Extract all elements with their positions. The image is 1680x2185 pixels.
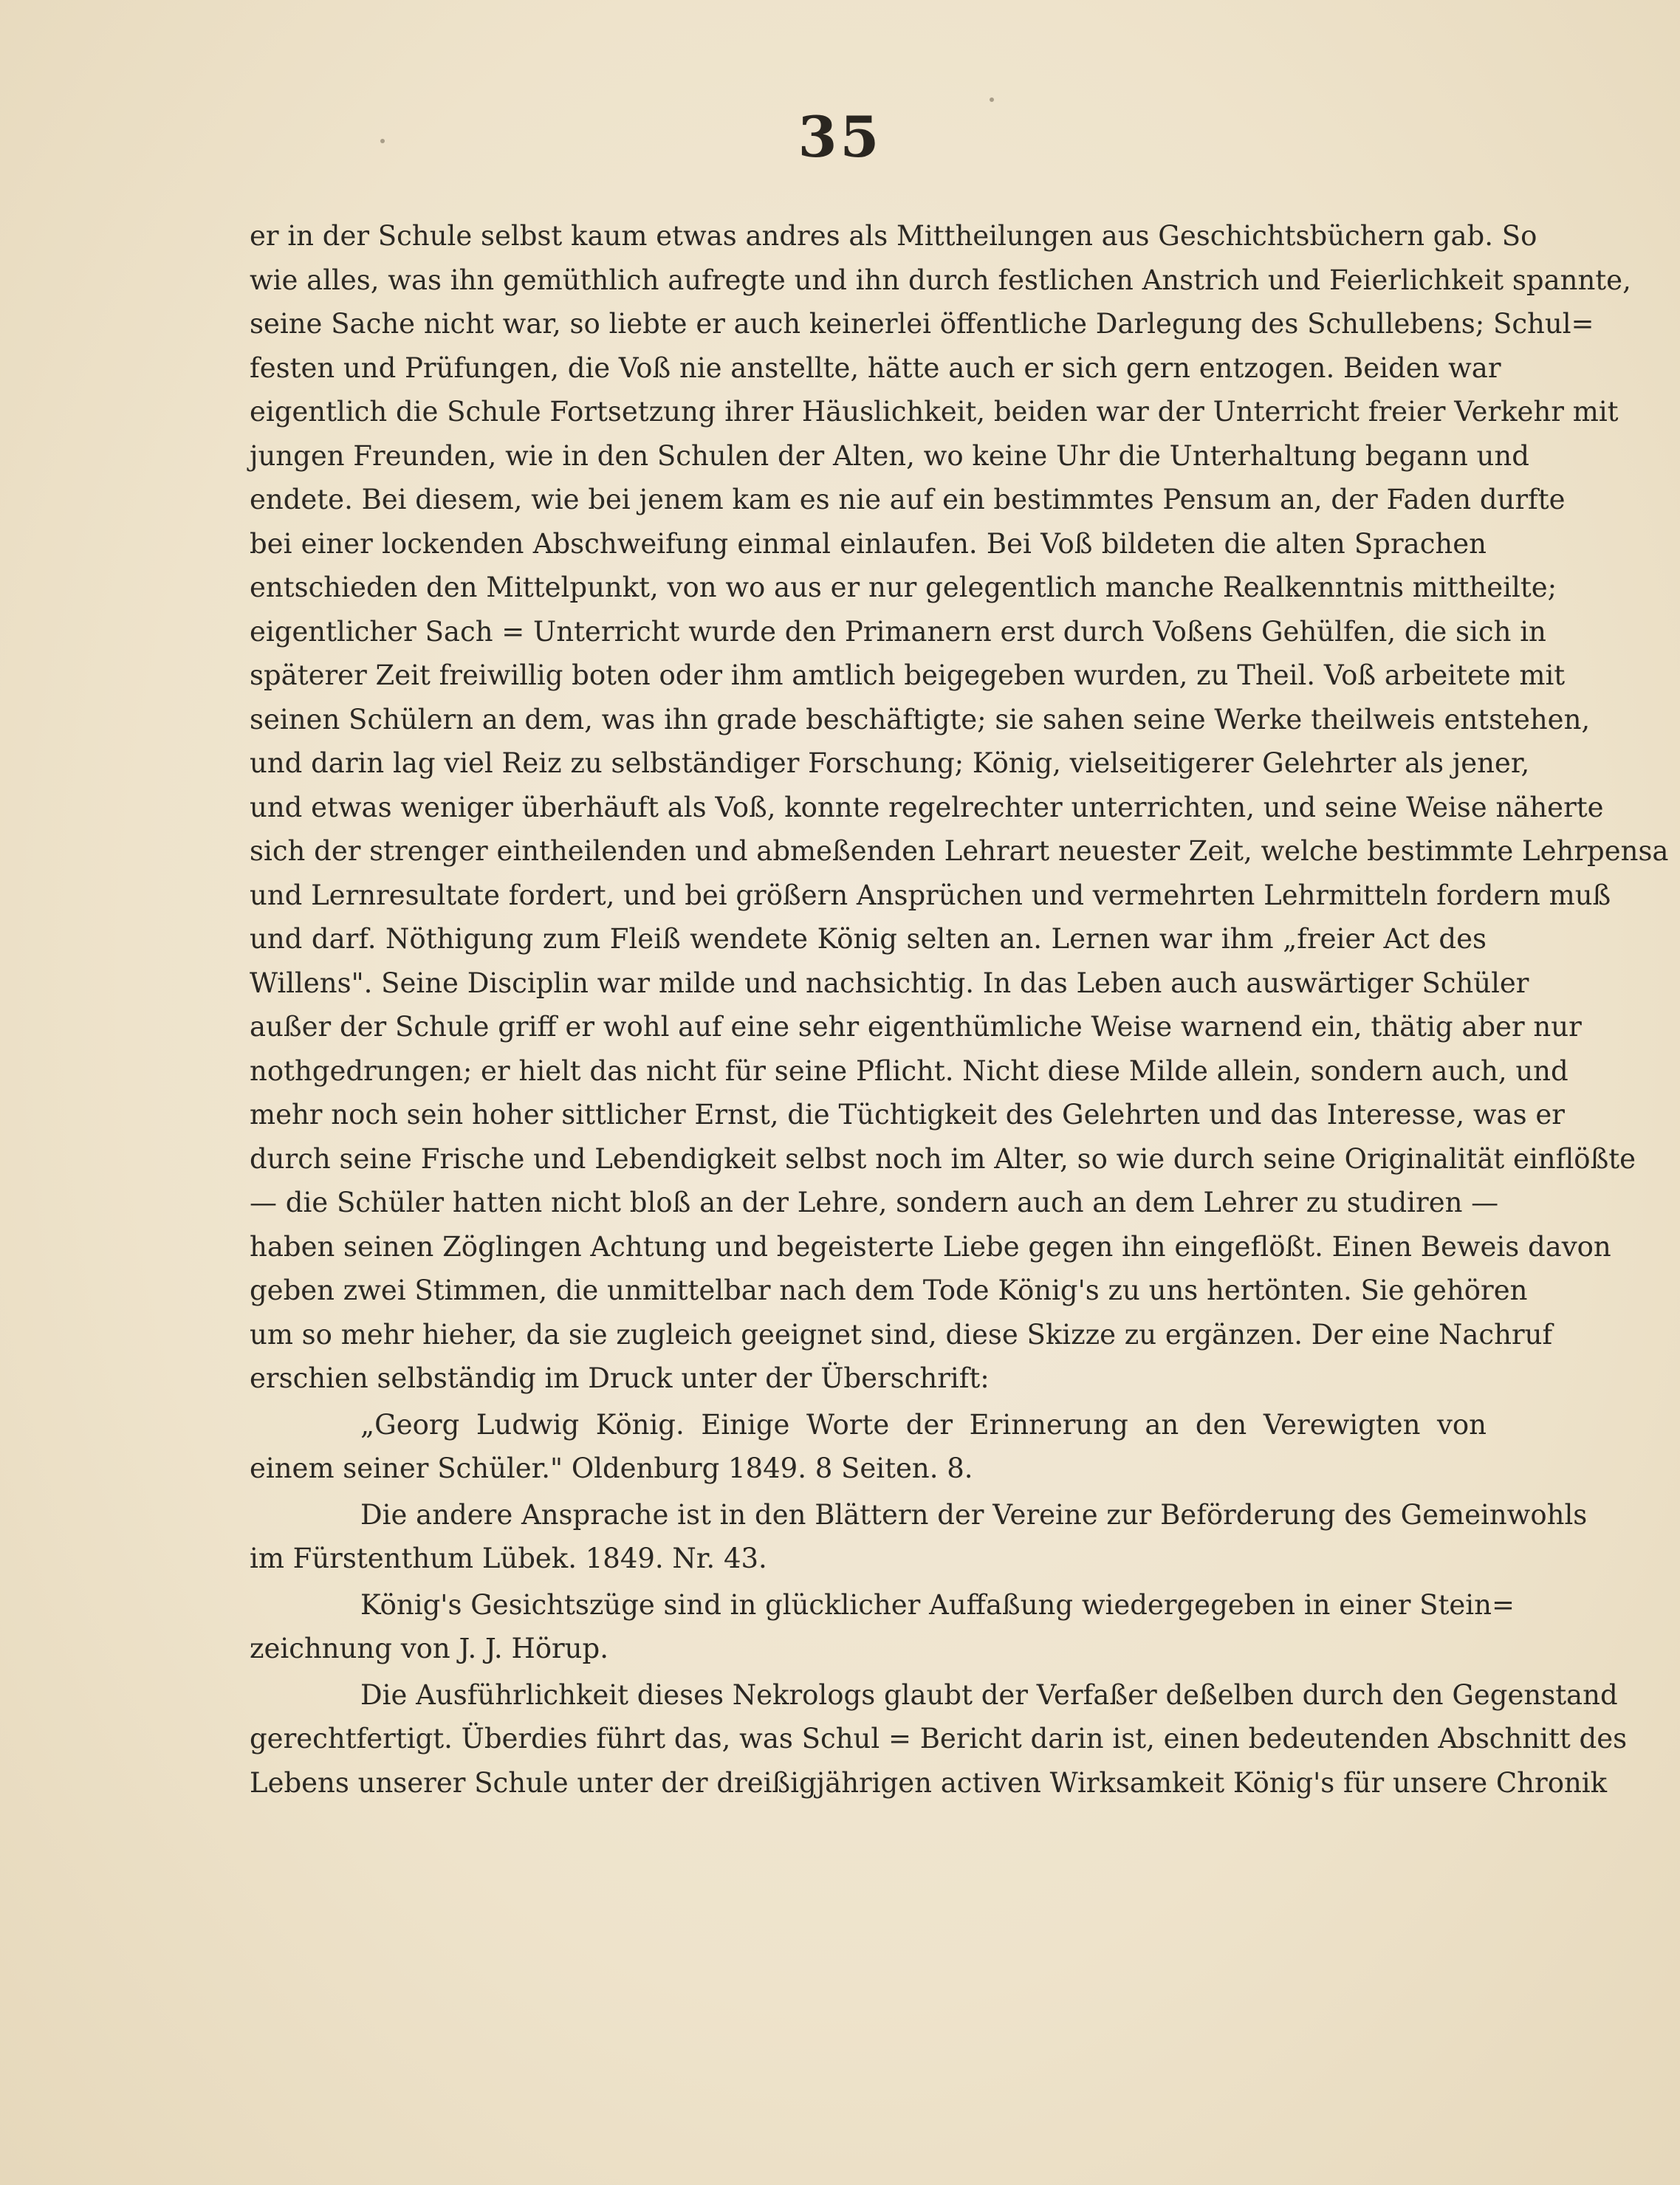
text-line: und darf. Nöthigung zum Fleiß wendete König selten an. Lernen war ihm „freier Act des (250, 923, 1487, 955)
text-line: und darin lag viel Reiz zu selbständiger Forschung; König, vielseitigerer Gelehrter als jener, (250, 747, 1530, 779)
quote-line: einem seiner Schüler." Oldenburg 1849. 8 Seiten. 8. (250, 1452, 973, 1484)
text-line: erschien selbständig im Druck unter der Überschrift: (250, 1362, 990, 1394)
paragraph-line: im Fürstenthum Lübek. 1849. Nr. 43. (250, 1543, 767, 1574)
paragraph-line: Die Ausführlichkeit dieses Nekrologs glaubt der Verfaßer deßelben durch den Gegenstand (360, 1678, 1618, 1711)
text-line: eigentlich die Schule Fortsetzung ihrer Häuslichkeit, beiden war der Unterricht freier Verkehr mit (250, 396, 1619, 428)
text-line: durch seine Frische und Lebendigkeit selbst noch im Alter, so wie durch seine Originalität einflößte (250, 1142, 1636, 1175)
page-number: 35 (798, 104, 882, 170)
text-line: nothgedrungen; er hielt das nicht für seine Pflicht. Nicht diese Milde allein, sondern auch, und (250, 1054, 1568, 1087)
text-line: mehr noch sein hoher sittlicher Ernst, die Tüchtigkeit des Gelehrten und das Interesse, was er (250, 1099, 1565, 1131)
text-line: seine Sache nicht war, so liebte er auch keinerlei öffentliche Darlegung des Schullebens; Schul= (250, 308, 1594, 340)
text-line: wie alles, was ihn gemüthlich aufregte und ihn durch festlichen Anstrich und Feierlichkeit spannte, (250, 264, 1631, 296)
text-line: haben seinen Zöglingen Achtung und begeisterte Liebe gegen ihn eingeflößt. Einen Beweis davon (250, 1230, 1611, 1263)
quote-line: „Georg Ludwig König. Einige Worte der Erinnerung an den Verewigten von (360, 1408, 1487, 1441)
text-line: jungen Freunden, wie in den Schulen der Alten, wo keine Uhr die Unterhaltung begann und (250, 439, 1529, 472)
text-line: — die Schüler hatten nicht bloß an der Lehre, sondern auch an dem Lehrer zu studiren — (250, 1187, 1499, 1218)
text-line: endete. Bei diesem, wie bei jenem kam es nie auf ein bestimmtes Pensum an, der Faden durfte (250, 484, 1566, 515)
text-line: um so mehr hieher, da sie zugleich geeignet sind, diese Skizze zu ergänzen. Der eine Nachruf (250, 1318, 1553, 1351)
text-line: späterer Zeit freiwillig boten oder ihm amtlich beigegeben wurden, zu Theil. Voß arbeitete mit (250, 659, 1566, 691)
text-line: und etwas weniger überhäuft als Voß, konnte regelrechter unterrichten, und seine Weise näherte (250, 791, 1604, 823)
text-line: außer der Schule griff er wohl auf eine sehr eigenthümliche Weise warnend ein, thätig aber nur (250, 1011, 1582, 1043)
paragraph-line: Lebens unserer Schule unter der dreißigjährigen activen Wirksamkeit König's für unsere Chronik (250, 1766, 1608, 1799)
body-text (250, 214, 1669, 1805)
text-line: entschieden den Mittelpunkt, von wo aus er nur gelegentlich manche Realkenntnis mittheilte; (250, 572, 1557, 603)
text-line: sich der strenger eintheilenden und abmeßenden Lehrart neuester Zeit, welche bestimmte Lehrpensa (250, 835, 1669, 867)
text-line: und Lernresultate fordert, und bei größern Ansprüchen und vermehrten Lehrmitteln fordern muß (250, 879, 1611, 911)
text-line: geben zwei Stimmen, die unmittelbar nach dem Tode König's zu uns hertönten. Sie gehören (250, 1275, 1528, 1306)
text-line: Willens". Seine Disciplin war milde und nachsichtig. In das Leben auch auswärtiger Schüler (250, 967, 1529, 999)
paper-speck (990, 97, 994, 102)
text-line: er in der Schule selbst kaum etwas andres als Mittheilungen aus Geschichtsbüchern gab. So (250, 220, 1537, 252)
paragraph-line: König's Gesichtszüge sind in glücklicher Auffaßung wiedergegeben in einer Stein= (360, 1588, 1515, 1621)
paragraph-line: zeichnung von J. J. Hörup. (250, 1633, 608, 1664)
paragraph-line: gerechtfertigt. Überdies führt das, was Schul = Bericht darin ist, einen bedeutenden Abschnitt des (250, 1723, 1628, 1754)
text-line: eigentlicher Sach = Unterricht wurde den Primanern erst durch Voßens Gehülfen, die sich in (250, 615, 1546, 648)
text-line: bei einer lockenden Abschweifung einmal einlaufen. Bei Voß bildeten die alten Sprachen (250, 527, 1487, 560)
paragraph-line: Die andere Ansprache ist in den Blättern der Vereine zur Beförderung des Gemeinwohls (360, 1498, 1588, 1531)
text-line: seinen Schülern an dem, was ihn grade beschäftigte; sie sahen seine Werke theilweis entstehen, (250, 703, 1591, 735)
text-line: festen und Prüfungen, die Voß nie anstellte, hätte auch er sich gern entzogen. Beiden war (250, 351, 1501, 384)
